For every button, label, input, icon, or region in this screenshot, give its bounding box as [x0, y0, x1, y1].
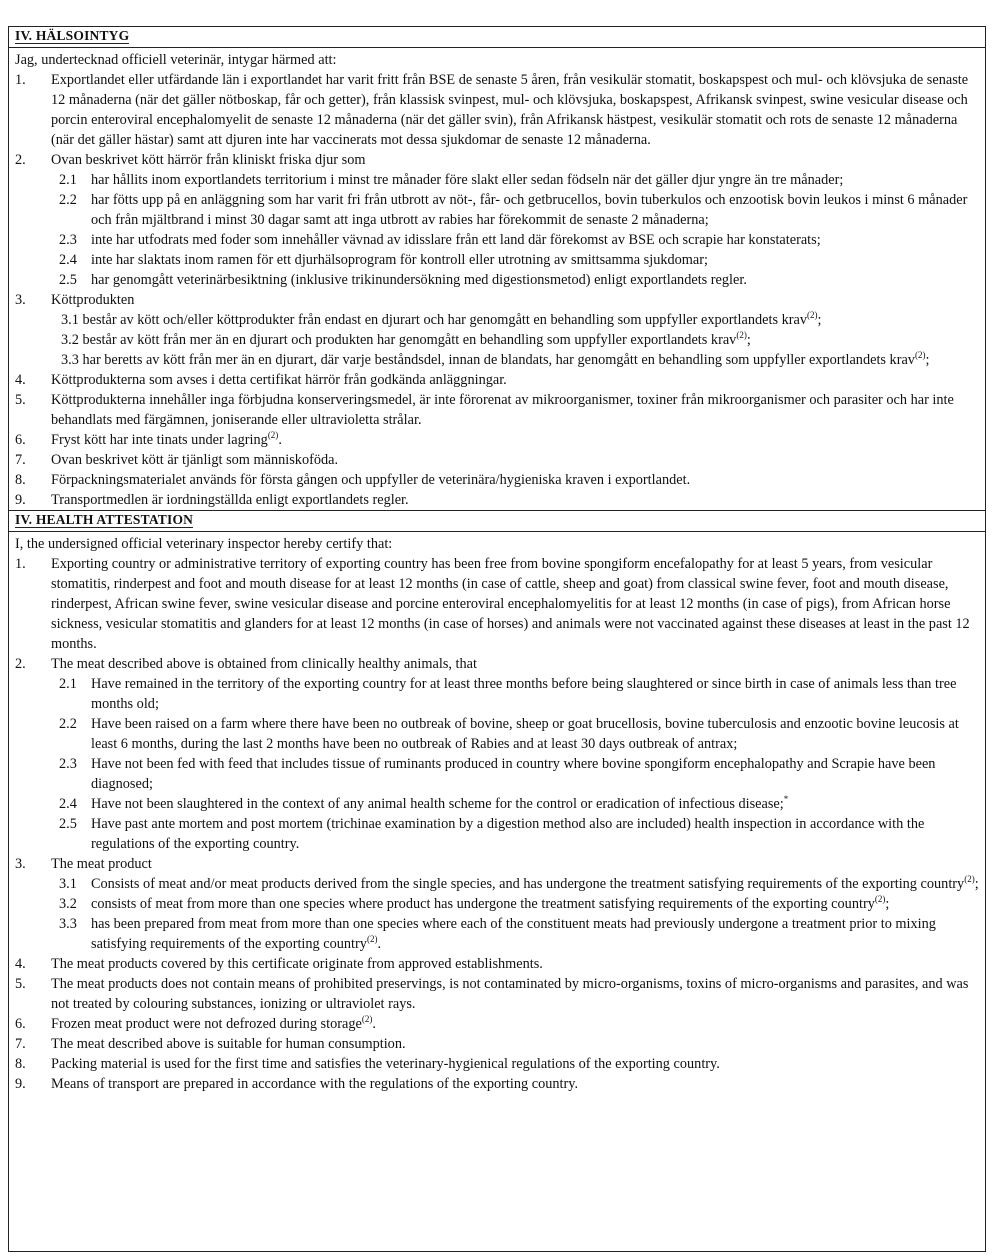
intro-en: I, the undersigned official veterinary inspector hereby certify that: [15, 536, 393, 552]
sub-item: 3.2 består av kött från mer än en djurart och produkten har genomgått en behandling som uppfyller exportlandets krav$^{(2)}$; [61, 330, 751, 348]
section-heading-en: IV. HEALTH ATTESTATION [9, 511, 985, 532]
list-item: 8. Packing material is used for the first time and satisfies the veterinary-hygienical regulations of the exporting country. [15, 1056, 720, 1072]
asterisk-mark: * [783, 794, 789, 805]
sub-item: 3.2 consists of meat from more than one species where product has undergone the treatment satisfying requirements of the exporting country$^{(2)}$; [59, 894, 890, 912]
footnote-ref: (2) [366, 934, 378, 945]
sub-item: 2.1 Have remained in the territory of the exporting country for at least three months before being slaughtered or since birth in case of animals less than tree months old; [59, 676, 957, 712]
sub-item: 2.3 inte har utfodrats med foder som innehåller vävnad av idisslare från ett land där förekomst av BSE och scrapie har konstaterats; [59, 232, 821, 248]
sub-item: 2.4 Have not been slaughtered in the context of any animal health scheme for the control or eradication of infectious disease;* [59, 794, 789, 812]
footnote-ref: (2) [807, 310, 818, 321]
footnote-ref: (2) [361, 1014, 373, 1025]
list-item: 2. Ovan beskrivet kött härrör från kliniskt friska djur som [15, 152, 366, 168]
list-item: 4. The meat products covered by this certificate originate from approved establishments. [15, 956, 543, 972]
sub-item: 2.3 Have not been fed with feed that includes tissue of ruminants produced in country where bovine spongiform encephalopathy and Scrapie have been diagnosed; [59, 756, 936, 792]
sub-item: 3.3 has been prepared from meat from more than one species where each of the constituent meats had previously undergone a treatment prior to mixing satisfying requirements of the exporting country$^{(2)}$. [59, 916, 936, 952]
sub-item: 2.5 har genomgått veterinärbesiktning (inklusive trikinundersökning med digestionsmetod) enligt exportlandets regler. [59, 272, 747, 288]
list-item: 1. Exportlandet eller utfärdande län i exportlandet har varit fritt från BSE de senaste 5 åren, från vesikulär stomatit, boskapspest och mul- och klövsjuka de senaste 12 månaderna (när det gäller nötboskap, får och getter), från klassisk svinpest, mul- och klövsjuka, boskapspest, Afrikansk svinpest, swine vesicular disease och porcin enteroviral encephalomyelit de senaste 12 månaderna (när det gäller svin), från Afrikansk hästpest, vesikulär stomatit och rots de senaste 12 månaderna (när det gäller hästar) samt att djuren inte har vaccinerats mot dessa sjukdomar de senaste 12 månaderna. [15, 72, 969, 148]
footnote-ref: (2) [874, 894, 886, 905]
list-item: 8. Förpackningsmaterialet används för första gången och uppfyller de veterinära/hygieniska kraven i exportlandet. [15, 472, 691, 488]
list-item: 5. The meat products does not contain means of prohibited preservings, is not contaminated by micro-organisms, toxins of micro-organisms and parasites, and was not treated by colouring substances, ionizing or ultraviolet rays. [15, 976, 969, 1012]
section-heading-sv: IV. HÄLSOINTYG [9, 27, 985, 48]
sub-item: 3.1 består av kött och/eller köttprodukter från endast en djurart och har genomgått en behandling som uppfyller exportlandets krav$^{(2)}$; [61, 310, 822, 328]
list-item: 2. The meat described above is obtained from clinically healthy animals, that [15, 656, 477, 672]
sub-item: 3.3 har beretts av kött från mer än en djurart, där varje beståndsdel, innan de blandats, har genomgått en behandling som uppfyller exportlandets krav$^{(2)}$; [61, 350, 930, 368]
intro-sv: Jag, undertecknad officiell veterinär, intygar härmed att: [15, 52, 337, 68]
list-item: 9. Transportmedlen är iordningställda enligt exportlandets regler. [15, 492, 409, 508]
footnote-ref: (2) [914, 350, 926, 361]
sub-item: 3.1 Consists of meat and/or meat products derived from the single species, and has undergone the treatment satisfying requirements of the exporting country$^{(2)}$; [59, 874, 979, 892]
footnote-ref: (2) [964, 874, 975, 885]
swedish-section [9, 27, 985, 510]
footnote-ref: (2) [267, 430, 279, 441]
list-item: 9. Means of transport are prepared in accordance with the regulations of the exporting country. [15, 1076, 579, 1092]
list-item: 3. The meat product [15, 856, 152, 872]
list-item: 5. Köttprodukterna innehåller inga förbjudna konserveringsmedel, är inte förorenat av mikroorganismer, toxiner från mikroorganismer och parasiter och har inte behandlats med färgämnen, joniserande eller ultravioletta strålar. [15, 392, 954, 428]
list-item: 7. The meat described above is suitable for human consumption. [15, 1036, 406, 1052]
footnote-ref: (2) [736, 330, 747, 341]
list-item: 7. Ovan beskrivet kött är tjänligt som människoföda. [15, 452, 339, 468]
list-item: 1. Exporting country or administrative territory of exporting country has been free from bovine spongiform encefalopathy for at least 5 years, from vesicular stomatitis, rinderpest and foot and mouth disease for at least 12 months (in case of cattle, sheep and goat) from classical swine fever, foot and mouth disease, rinderpest, African swine fever, swine vesicular disease and porcine enteroviral encephalomyelitis for at least 12 months (in case of pigs), from African horse sickness, vesicular stomatitis and glanders for at least 12 months (in case of horses) and animals were not vaccinated against these diseases at least in the past 12 months. [15, 556, 970, 652]
sub-item: 2.1 har hållits inom exportlandets territorium i minst tre månader före slakt eller sedan födseln när det gäller djur yngre än tre månader; [59, 172, 844, 188]
health-certificate [8, 26, 986, 1252]
list-item: 4. Köttprodukterna som avses i detta certifikat härrör från godkända anläggningar. [15, 372, 507, 388]
english-section [9, 510, 985, 1094]
sub-item: 2.4 inte har slaktats inom ramen för ett djurhälsoprogram för kontroll eller utrotning av smittsamma sjukdomar; [59, 252, 709, 268]
list-item: 6. Frozen meat product were not defrozed during storage$^{(2)}$. [15, 1014, 376, 1032]
sub-item: 2.2 har fötts upp på en anläggning som har varit fri från utbrott av nöt-, får- och getbrucellos, bovin tuberkulos och enzootisk bovin leukos i minst 6 månader och från mjältbrand i minst 30 dagar samt att inga utbrott av rabies har förekommit de senaste 2 månaderna; [59, 192, 968, 228]
sub-item: 2.2 Have been raised on a farm where there have been no outbreak of bovine, sheep or goat brucellosis, bovine tuberculosis and enzootic bovine leucosis at least 6 months, during the last 2 months have been no outbreak of Rabies and at least 30 days outbreak of antrax; [59, 716, 959, 752]
list-item: 6. Fryst kött har inte tinats under lagring$^{(2)}$. [15, 430, 282, 448]
list-item: 3. Köttprodukten [15, 292, 135, 308]
sub-item: 2.5 Have past ante mortem and post mortem (trichinae examination by a digestion method also are included) health inspection in accordance with the regulations of the exporting country. [59, 816, 925, 852]
